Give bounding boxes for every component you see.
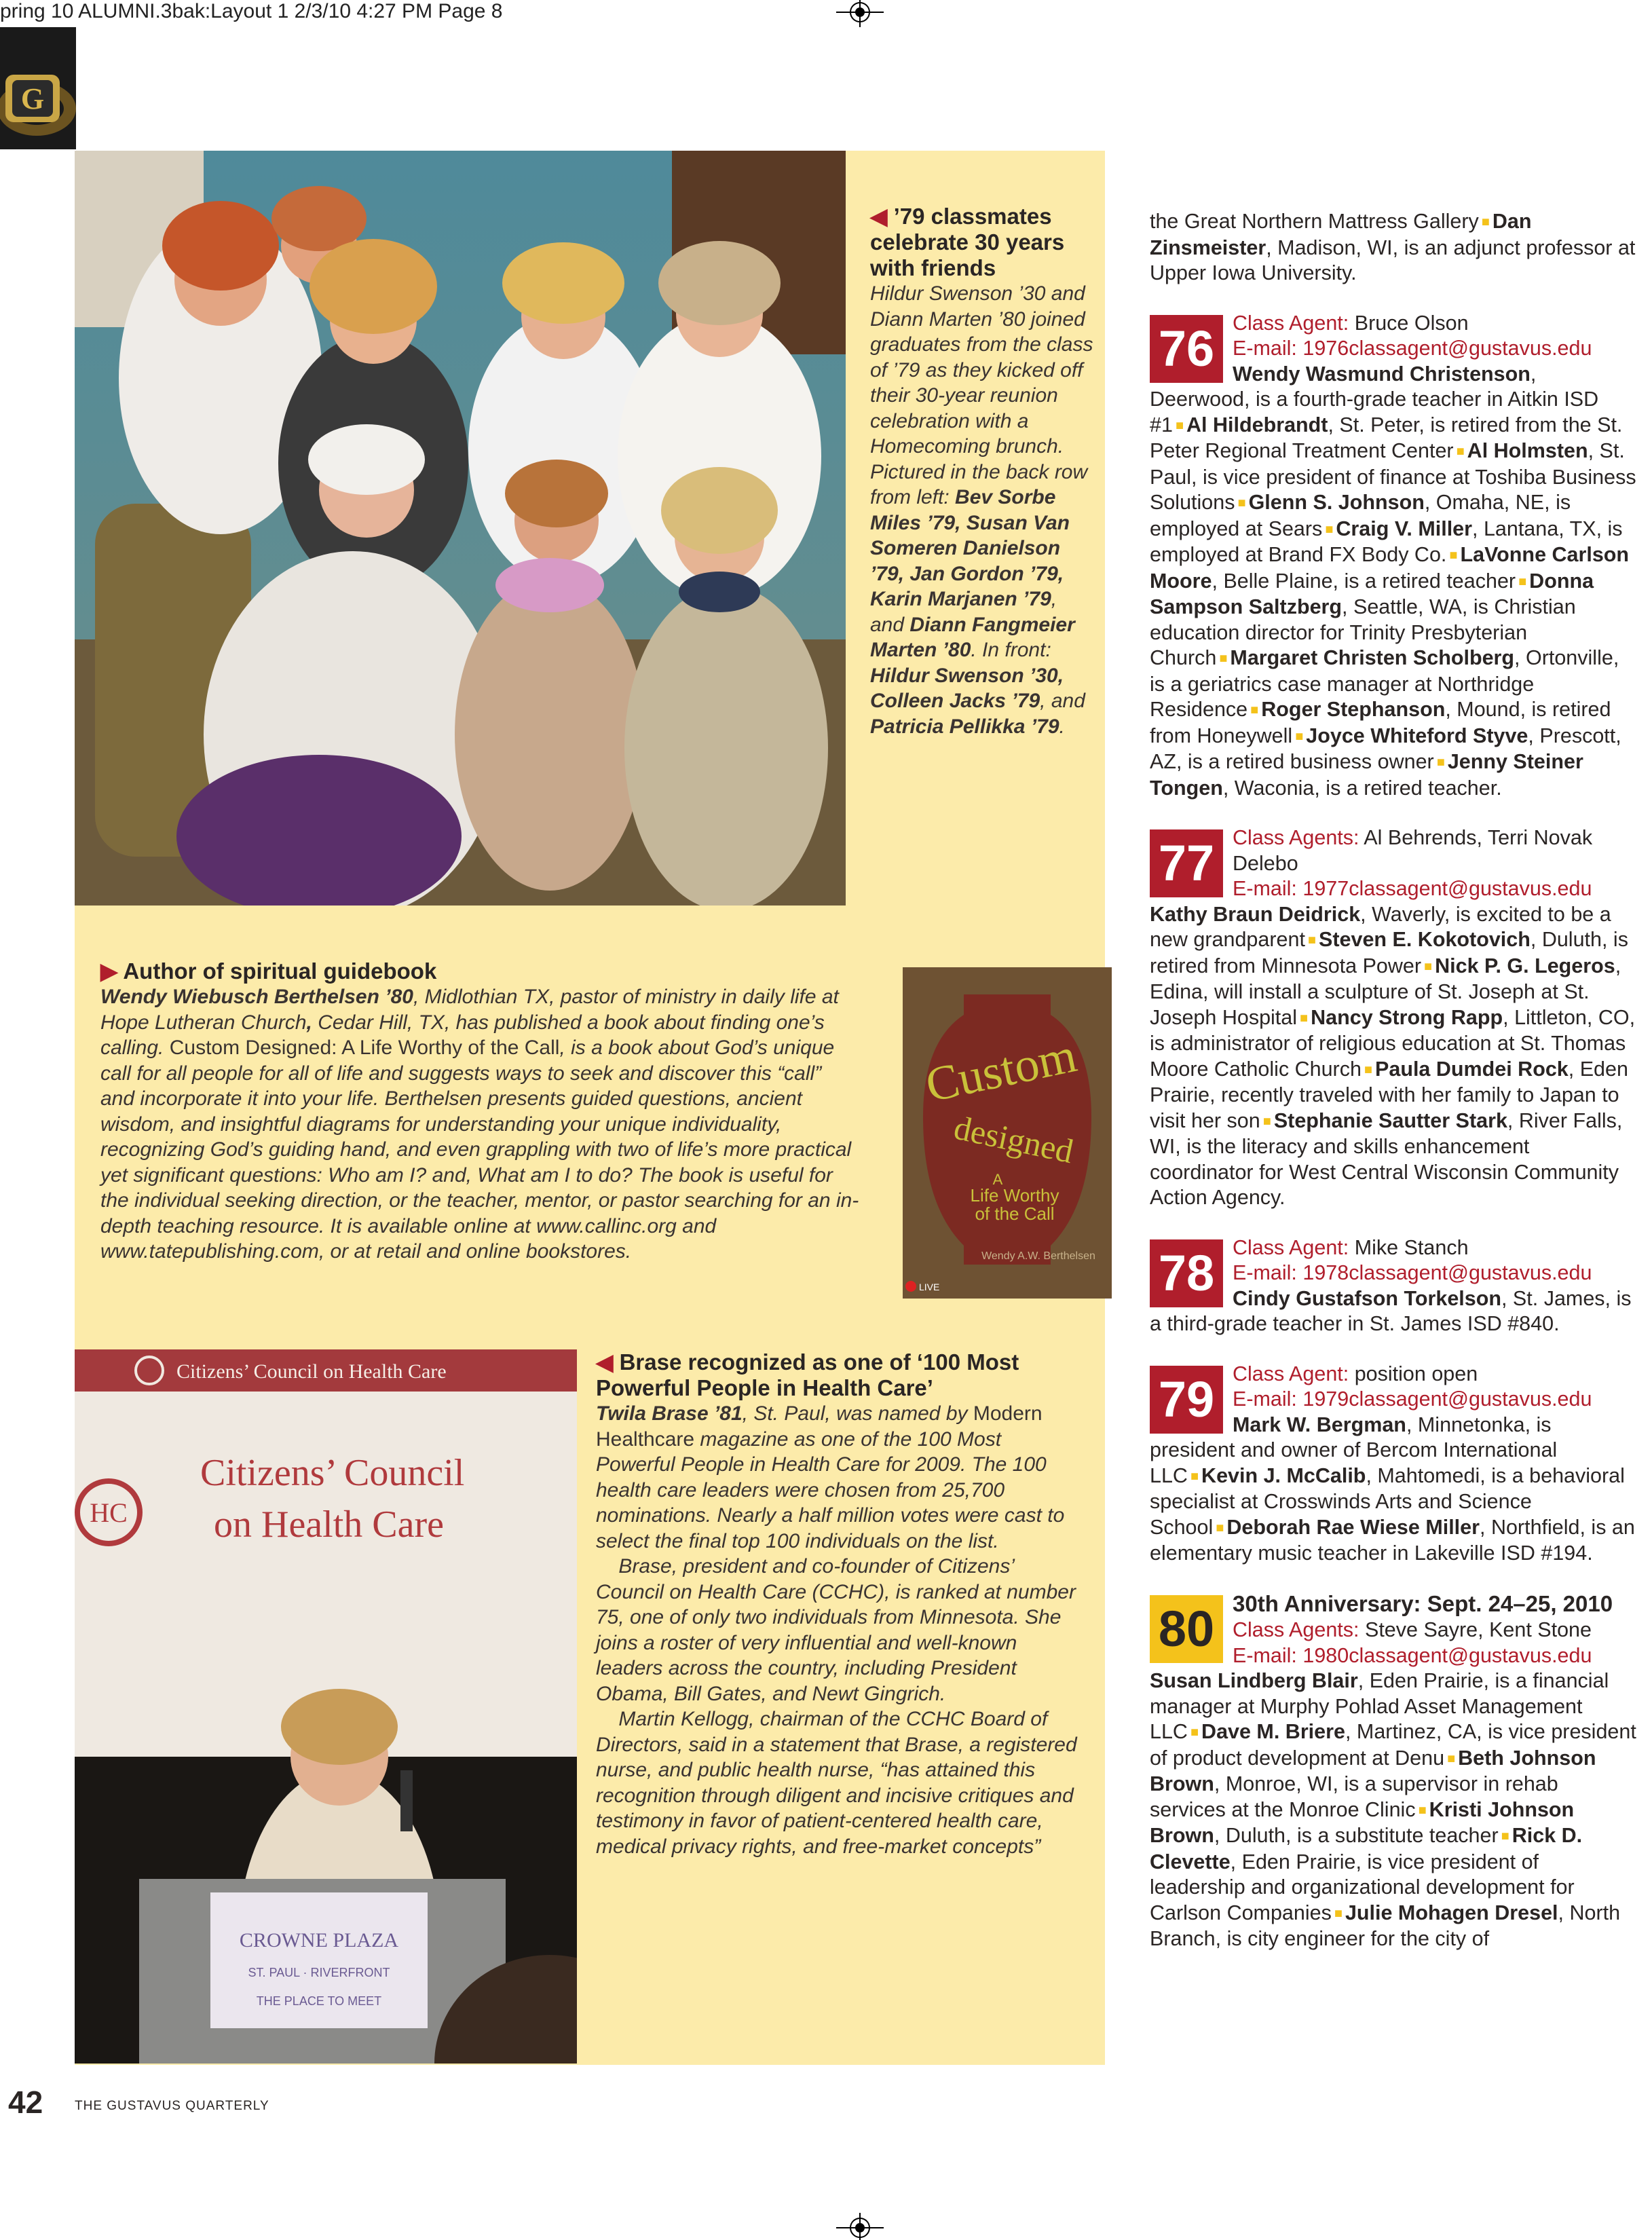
class-year-badge: 76 bbox=[1150, 315, 1223, 383]
banner-line-2: on Health Care bbox=[214, 1504, 444, 1546]
brase-story: ◀ Brase recognized as one of ‘100 Most Powerful People in Health Care’ Twila Brase ’81, St. Paul, was named by Modern Healthcare magazine as one of the 100 Most Powerful People in Health Care for 2009. The 100 health care leaders were chosen from 25,700 nominations. Nearly a half million votes were cast to select the final top 100 individuals on the list. Brase, president and co-founder of Citizens’ Council on Health Care (CCHC), is ranked at number 75, one of only two individuals from Minnesota. She joins a roster of very influential and well-known leaders across the country, including President Obama, Bill Gates, and Newt Gingrich. Martin Kellogg, chairman of the CCHC Board of Directors, said in a statement that Brase, a registered nurse, and public health nurse, “has attained this recognition through diligent and incisive critiques and testimony in favor of patient-centered health care, medical privacy rights, and free-market concepts” bbox=[596, 1349, 1085, 1859]
brase-heading: ◀ Brase recognized as one of ‘100 Most Powerful People in Health Care’ bbox=[596, 1349, 1019, 1400]
class-1978: 78 Class Agent: Mike Stanch E-mail: 1978classagent@gustavus.edu Cindy Gustafson Torkelson, St. James, is a third-grade teacher in St. James ISD #840. bbox=[1150, 1235, 1632, 1335]
cover-author: Wendy A.W. Berthelsen bbox=[981, 1250, 1095, 1262]
podium-line-3: THE PLACE TO MEET bbox=[256, 1994, 382, 2008]
class-email: E-mail: 1976classagent@gustavus.edu bbox=[1233, 337, 1592, 360]
podium-line-2: ST. PAUL · RIVERFRONT bbox=[248, 1966, 390, 1979]
print-slug: pring 10 ALUMNI.3bak:Layout 1 2/3/10 4:27 PM Page 8 bbox=[0, 0, 503, 22]
cover-subtitle-1: A bbox=[992, 1171, 1003, 1188]
class-ring-icon bbox=[0, 27, 76, 149]
carryover-note: the Great Northern Mattress Gallery ■ Dan Zinsmeister, Madison, WI, is an adjunct professor at Upper Iowa University. bbox=[1150, 210, 1636, 284]
page-number: 42 bbox=[8, 2085, 43, 2120]
book-story: ▶ Author of spiritual guidebook Wendy Wiebusch Berthelsen ’80, Midlothian TX, pastor of ministry in daily life at Hope Lutheran Church, Cedar Hill, TX, has published a book about finding one’s calling. Custom Designed: A Life Worthy of the Call, is a book about God’s unique call for all people for all of life and suggests ways to seek and discover this “call” and incorporate it into your life. Berthelsen presents guided questions, ancient wisdom, and insightful diagrams for understanding your unique individuality, recognizing God’s guiding hand, and even grappling with two of life’s more practical yet significant questions: Who am I? and, What am I to do? The book is useful for the individual seeking direction, or the teacher, mentor, or pastor searching for an in-depth teaching resource. It is available online at www.callinc.org and www.tatepublishing.com, or at retail and online bookstores. bbox=[100, 958, 861, 1265]
cover-publisher: LIVE bbox=[919, 1282, 940, 1292]
class-email: E-mail: 1978classagent@gustavus.edu bbox=[1233, 1261, 1592, 1284]
cover-title-word-2: designed bbox=[950, 1108, 1077, 1171]
anniversary-notice: 30th Anniversary: Sept. 24–25, 2010 bbox=[1233, 1590, 1613, 1616]
registration-mark-icon bbox=[836, 0, 884, 48]
class-year-badge: 77 bbox=[1150, 829, 1223, 897]
class-email: E-mail: 1979classagent@gustavus.edu bbox=[1233, 1387, 1592, 1411]
class-year-badge: 80 bbox=[1150, 1595, 1223, 1663]
cover-subtitle-2: Life Worthy bbox=[970, 1185, 1059, 1206]
class-1977: 77 Class Agents: Al Behrends, Terri Novak Delebo E-mail: 1977classagent@gustavus.edu Kathy Braun Deidrick, Waverly, is excited to be a new grandparent ■ Steven E. Kokotovich, Duluth, is retired from Minnesota Power ■ Nick P. G. Legeros, Edina, will install a sculpture of St. Joseph at St. Joseph Hospital ■ Nancy Strong Rapp, Littleton, CO, is administrator of religious education at St. Thomas Moore Catholic Church ■ Paula Dumdei Rock, Eden Prairie, recently traveled with her family to Japan to visit her son ■ Stephanie Sautter Stark, River Falls, WI, is the literacy and skills enhancement coordinator for West Central Wisconsin Community Action Agency. bbox=[1150, 826, 1636, 1209]
svg-text:HC: HC bbox=[90, 1497, 128, 1528]
publication-name: THE GUSTAVUS QUARTERLY bbox=[75, 2099, 269, 2113]
classmates-caption: ◀ ’79 classmates celebrate 30 years with friends Hildur Swenson ’30 and Diann Marten ’80 joined graduates from the class of ’79 as they kicked off their 30-year reunion celebration with a Homecoming brunch. Pictured in the back row from left: Bev Sorbe Miles ’79, Susan Van Someren Danielson ’79, Jan Gordon ’79, Karin Marjanen ’79, and Diann Fangmeier Marten ’80. In front: Hildur Swenson ’30, Colleen Jacks ’79, and Patricia Pellikka ’79. bbox=[870, 204, 1093, 738]
class-email: E-mail: 1977classagent@gustavus.edu bbox=[1233, 877, 1592, 900]
class-notes-column bbox=[1150, 209, 1638, 1952]
banner-small-text: Citizens’ Council on Health Care bbox=[176, 1360, 447, 1383]
class-1976: 76 Class Agent: Bruce Olson E-mail: 1976classagent@gustavus.edu Wendy Wasmund Christenson, Deerwood, is a fourth-grade teacher in Aitkin ISD #1 ■ Al Hildebrandt, St. Peter, is retired from the St. Peter Regional Treatment Center ■ Al Holmsten, St. Paul, is vice president of finance at Toshiba Business Solutions ■ Glenn S. Johnson, Omaha, NE, is employed at Sears ■ Craig V. Miller, Lantana, TX, is employed at Brand FX Body Co. ■ LaVonne Carlson Moore, Belle Plaine, is a retired teacher ■ Donna Sampson Saltzberg, Seattle, WA, is Christian education director for Trinity Presbyterian Church ■ Margaret Christen Scholberg, Ortonville, is a geriatrics case manager at Northridge Residence ■ Roger Stephanson, Mound, is retired from Honeywell ■ Joyce Whiteford Styve, Prescott, AZ, is a retired business owner ■ Jenny Steiner Tongen, Waconia, is a retired teacher. bbox=[1150, 311, 1636, 800]
classmates-heading: ◀ ’79 classmates celebrate 30 years with friends bbox=[870, 204, 1065, 280]
class-year-badge: 79 bbox=[1150, 1366, 1223, 1434]
book-cover bbox=[903, 967, 1112, 1299]
class-year-badge: 78 bbox=[1150, 1239, 1223, 1307]
triangle-right-icon: ▶ bbox=[100, 958, 118, 984]
class-1980: 80 30th Anniversary: Sept. 24–25, 2010 Class Agents: Steve Sayre, Kent Stone E-mail: 1980classagent@gustavus.edu Susan Lindberg Blair, Eden Prairie, is a financial manager at Murphy Pohlad Asset Management LLC ■ Dave M. Briere, Martinez, CA, is vice president of product development at Denu ■ Beth Johnson Brown, Monroe, WI, is a supervisor in rehab services at the Monroe Clinic ■ Kristi Johnson Brown, Duluth, is a substitute teacher ■ Rick D. Clevette, Eden Prairie, is vice president of leadership and organizational development for Carlson Companies ■ Julie Mohagen Dresel, North Branch, is city engineer for the city of bbox=[1150, 1590, 1636, 1950]
book-heading: ▶ Author of spiritual guidebook bbox=[100, 958, 437, 984]
svg-text:G: G bbox=[20, 82, 45, 115]
cover-subtitle-3: of the Call bbox=[975, 1203, 1055, 1224]
cover-title-word-1: Custom bbox=[921, 1028, 1081, 1113]
podium-line-1: CROWNE PLAZA bbox=[239, 1929, 399, 1952]
brase-photo bbox=[75, 1349, 577, 2064]
classmates-photo bbox=[75, 151, 846, 906]
banner-line-1: Citizens’ Council bbox=[200, 1452, 465, 1494]
triangle-left-icon: ◀ bbox=[870, 204, 888, 229]
registration-mark-icon bbox=[836, 2192, 884, 2240]
class-1979: 79 Class Agent: position open E-mail: 1979classagent@gustavus.edu Mark W. Bergman, Minnetonka, is president and owner of Bercom International LLC ■ Kevin J. McCalib, Mahtomedi, is a behavioral specialist at Crosswinds Arts and Science School ■ Deborah Rae Wiese Miller, Northfield, is an elementary music teacher in Lakeville ISD #194. bbox=[1150, 1362, 1635, 1565]
class-email: E-mail: 1980classagent@gustavus.edu bbox=[1233, 1643, 1592, 1667]
triangle-left-icon: ◀ bbox=[596, 1349, 614, 1375]
